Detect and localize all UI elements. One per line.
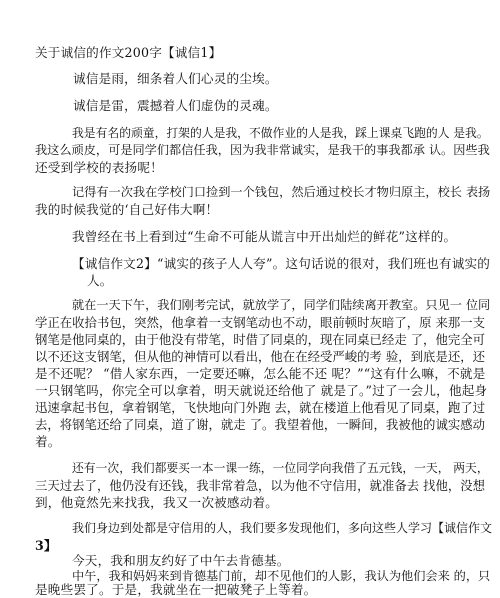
paragraph-7-line-7: 迅速拿起书包，拿着钢笔，飞快地向门外跑 去，就在楼道上他看见了同桌，跑了过 [35,400,486,415]
paragraph-7-line-1: 就在一天下午，我们刚考完试，就放学了，同学们陆续离开教室。只见一 位同 [72,298,491,312]
paragraph-7-line-9: 着。 [35,434,61,449]
paragraph-3-line-3: 还受到学校的表扬呢！ [35,160,163,175]
paragraph-6-line-2: 人。 [87,273,113,288]
paragraph-3-line-1: 我是有名的顽童，打架的人是我，不做作业的人是我，踩上课桌飞跑的人 是我。 [72,126,489,140]
paragraph-1-line-1: 诚信是雨，细条着人们心灵的尘埃。 [73,71,278,86]
paragraph-7-line-2: 学正在收拾书包，突然，他拿着一支钢笔动也不动，眼前顿时灰暗了，原 来那一支 [35,315,486,330]
paragraph-11-line-2: 是晚些罢了。于是，我就坐在一把破凳子上等着。 [35,582,317,597]
paragraph-11-line-1: 中午，我和妈妈来到肯德基门前，却不见他们的人影，我认为他们会来 的，只 [72,569,491,583]
paragraph-4-line-1: 记得有一次我在学校门口捡到一个钱包，然后通过校长才物归原主，校长 表扬 [72,185,491,199]
paragraph-3-line-2: 我这么顽皮，可是同学们都信任我，因为我非常诚实，是我干的事我都承 认。因些我 [35,143,490,157]
paragraph-8-line-1: 还有一次，我们都要买一本一课一练，一位同学向我借了五元钱，一天， 两天， [72,461,489,475]
paragraph-2-line-1: 诚信是雷，震撼着人们虚伪的灵魂。 [73,98,278,113]
paragraph-5-line-1: 我曾经在书上看到过“生命不可能从谎言中开出灿烂的鲜花”这样的。 [72,229,457,244]
paragraph-8-line-3: 到，他竟然先来找我，我又一次被感动着。 [35,495,279,510]
paragraph-10-line-1: 今天，我和朋友约好了中午去肯德基。 [72,553,290,568]
paragraph-7-line-3: 钢笔是他同桌的，由于他没有带笔，时借了同桌的，现在同桌已经走 了，他完全可 [35,332,486,347]
paragraph-8-line-2: 三天过去了，他仍没有还钱，我非常着急，以为他不守信用，就准备去 找他，没想 [35,478,486,493]
paragraph-7-line-6: 一只钢笔吗，你完全可以拿着，明天就说还给他了 就是了。”过了一会儿，他起身 [35,383,488,398]
paragraph-4-line-2: 我的时候我觉的‘自己好伟大啊！ [35,202,219,217]
paragraph-9-line-2: 3】 [35,538,57,553]
paragraph-7-line-4: 以不还这支钢笔，但从他的神情可以看出，他在在经受严峻的考 验，到底是还，还 [35,349,486,364]
paragraph-6-line-1: 【诚信作文2】“诚实的孩子人人夸”。这句话说的很对，我们班也有诚实的 [72,256,491,271]
paragraph-9-line-1: 我们身边到处都是守信用的人，我们要多发现他们，多向这些人学习【诚信作文 [72,521,493,535]
paragraph-7-line-8: 去，将钢笔还给了同桌，道了谢，就走 了。我望着他，一瞬间，我被他的诚实感动 [35,417,486,432]
document-title: 关于诚信的作文200字【诚信1】 [35,45,222,60]
paragraph-7-line-5: 是不还呢？ “借人家东西，一定要还嘛，怎么能不还 呢？”“这有什么嘛，不就是 [35,366,486,381]
